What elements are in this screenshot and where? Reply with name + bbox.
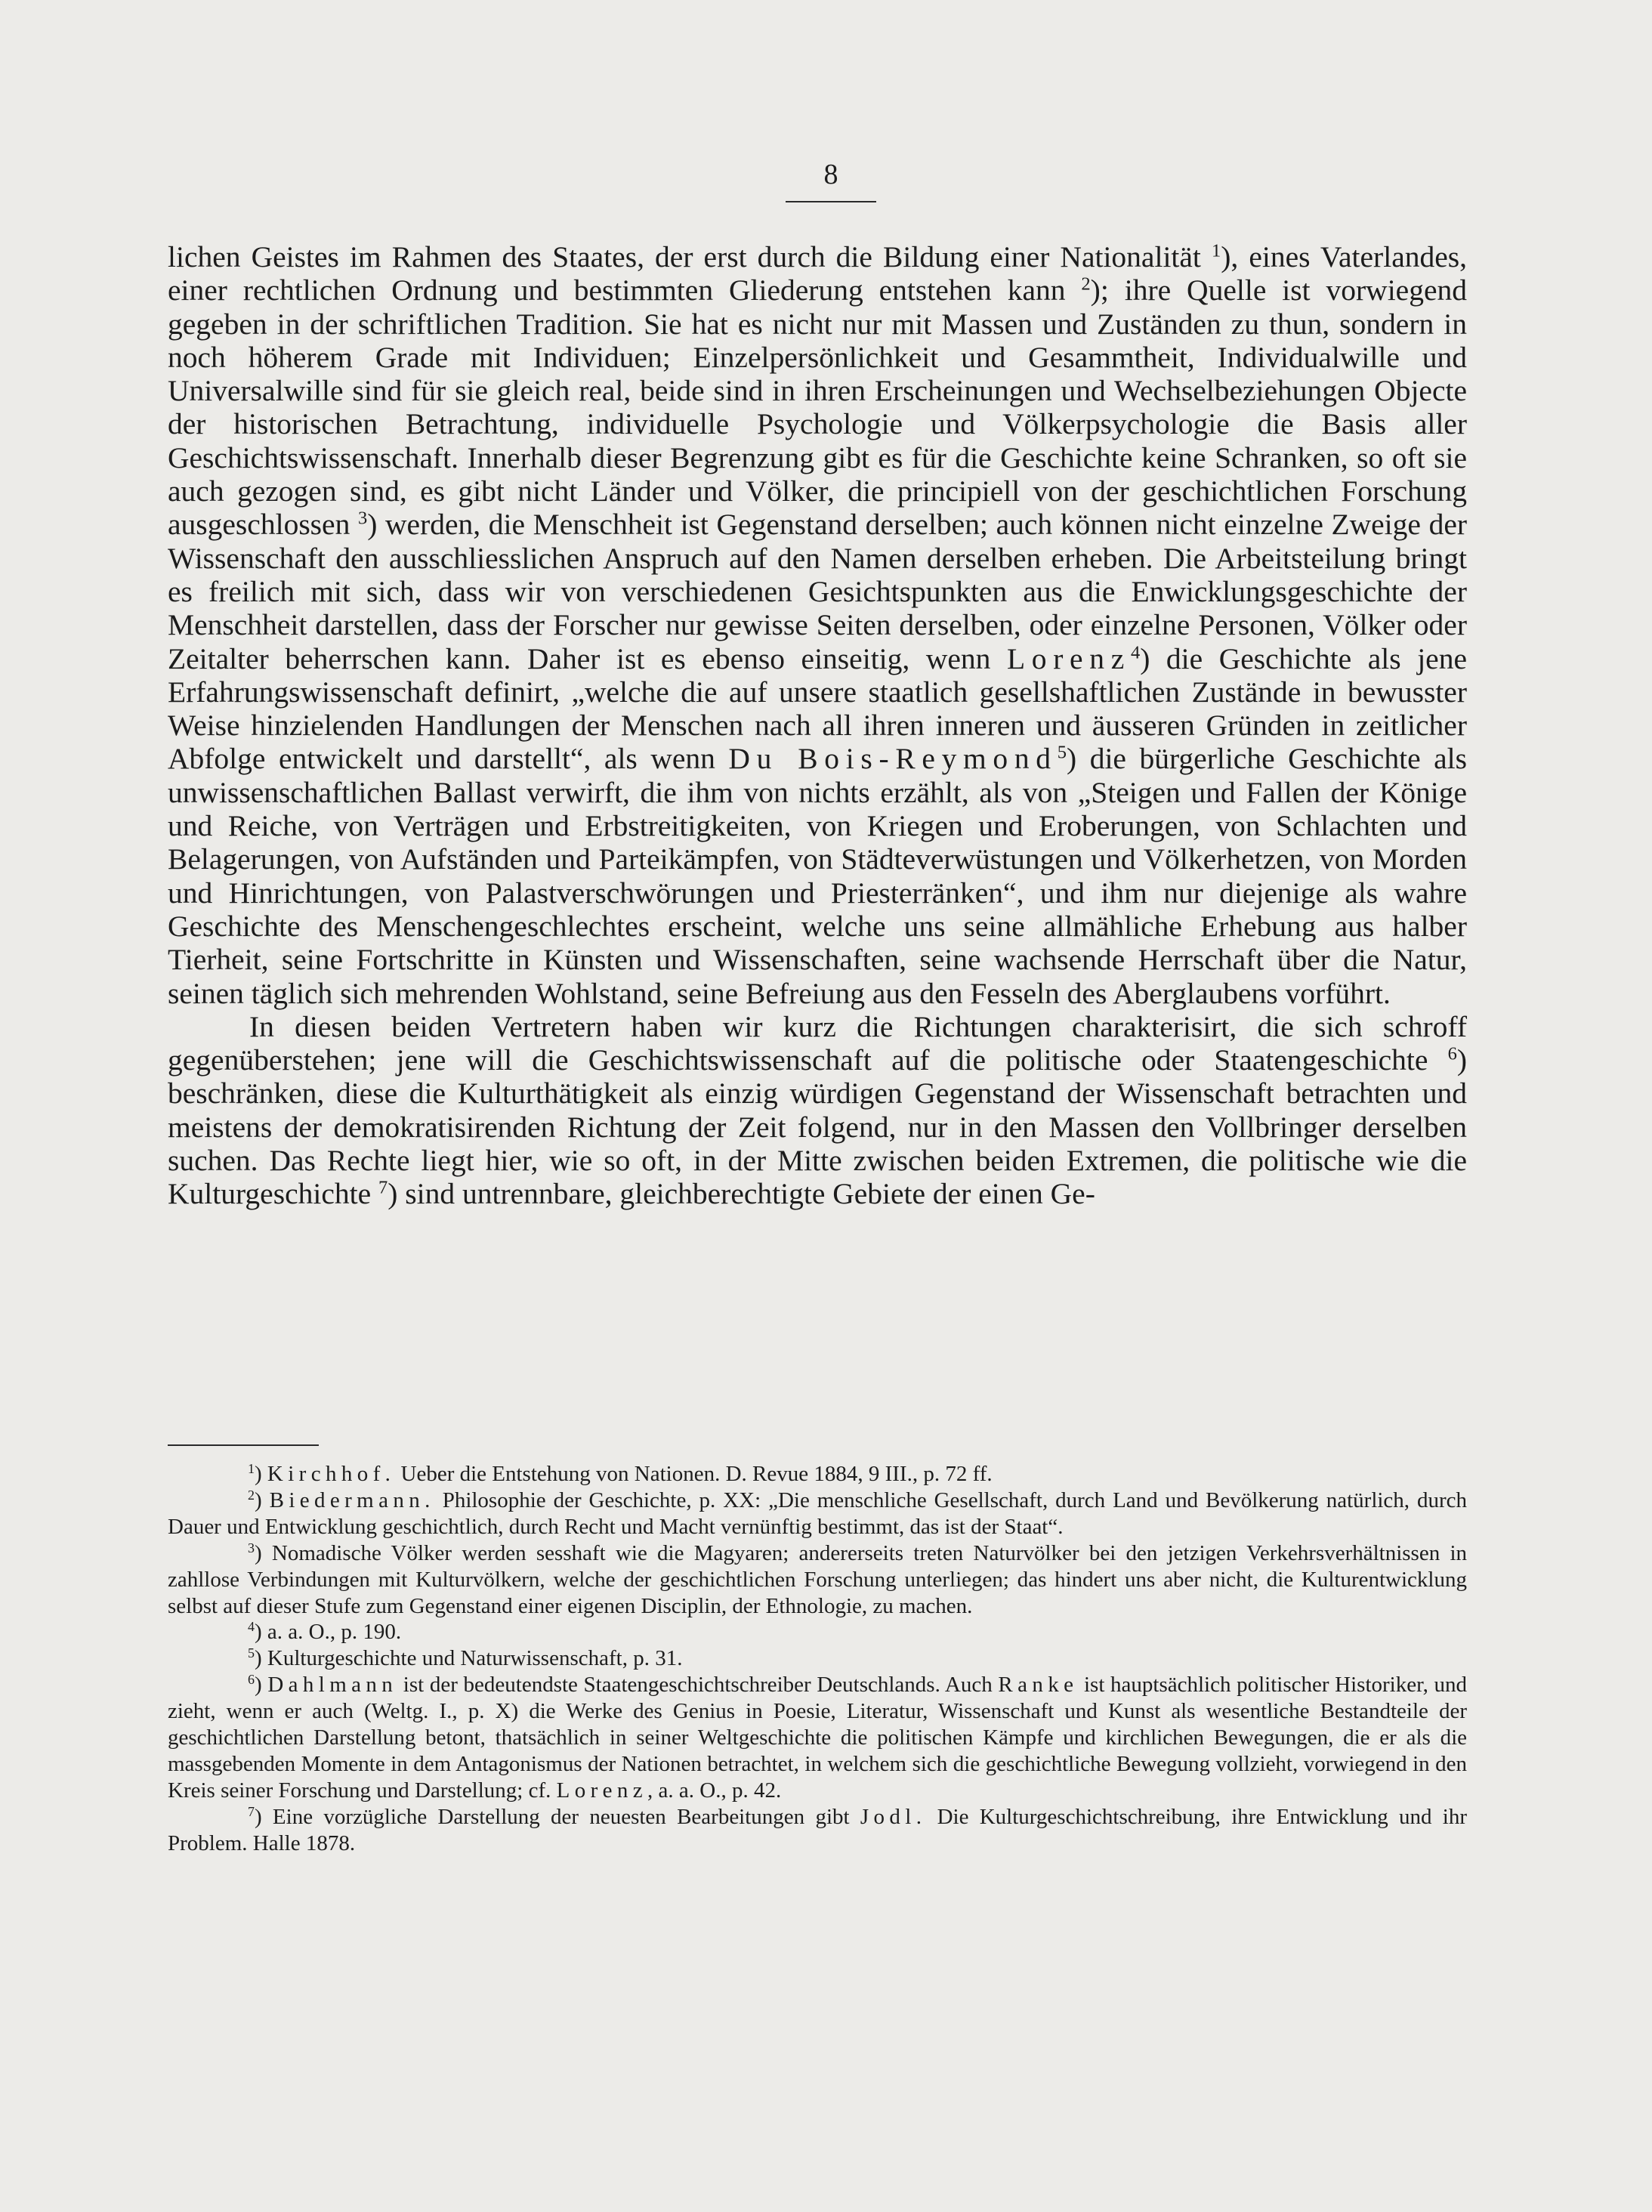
author-name: Biedermann. [269, 1488, 435, 1512]
footnote-7: $^7$) Eine vorzügliche Darstellung der neuesten Bearbeitungen gibt Jodl. Die Kulturgeschichtschreibung, ihre Entwicklung und ihr Problem. Halle 1878. [168, 1803, 1467, 1855]
footnote-ref: 7 [378, 1177, 388, 1198]
author-name: Du Bois-Reymond [728, 742, 1058, 776]
main-text [168, 240, 1467, 1211]
author-name: Kirchhof. [267, 1462, 396, 1486]
footnote-ref: 6 [1447, 1043, 1457, 1064]
footnote-3: $^3$) Nomadische Völker werden sesshaft wie die Magyaren; andererseits treten Naturvölker bei den jetzigen Verkehrsverhältnissen in zahllose Verbindungen mit Kulturvölkern, welche der geschichtlichen Forschung unterliegen; das hindert uns aber nicht, die Kulturentwicklung selbst auf dieser Stufe zum Gegenstand einer eigenen Disciplin, der Ethnologie, zu machen. [168, 1540, 1467, 1618]
footnote-ref: 2 [1081, 273, 1091, 295]
author-name: Dahlmann [267, 1673, 398, 1698]
author-name: Jodl. [860, 1804, 927, 1829]
paragraph-1: lichen Geistes im Rahmen des Staates, der erst durch die Bildung einer Nationalität $^1$), eines Vaterlandes, einer rechtlichen Ordnung und bestimmten Gliederung entstehen kann $^2$); ihre Quelle ist vorwiegend gegeben in der schriftlichen Tradition. Sie hat es nicht nur mit Massen und Zuständen zu thun, sondern in noch höherem Grade mit Individuen; Einzelpersönlichkeit und Gesammtheit, Individualwille und Universalwille sind für sie gleich real, beide sind in ihren Erscheinungen und Wechselbeziehungen Objecte der historischen Betrachtung, individuelle Psychologie und Völkerpsychologie die Basis aller Geschichtswissenschaft. Innerhalb dieser Begrenzung gibt es für die Geschichte keine Schranken, so oft sie auch gezogen sind, es gibt nicht Länder und Völker, die principiell von der geschichtlichen Forschung ausgeschlossen $^3$) werden, die Menschheit ist Gegenstand derselben; auch können nicht einzelne Zweige der Wissenschaft den ausschliesslichen Anspruch auf den Namen derselben erheben. Die Arbeitsteilung bringt es freilich mit sich, dass wir von verschiedenen Gesichtspunkten aus die Enwicklungsgeschichte der Menschheit darstellen, dass der Forscher nur gewisse Seiten derselben, oder einzelne Personen, Völker oder Zeitalter beherrschen kann. Daher ist es ebenso einseitig, wenn Lorenz$^4$) die Geschichte als jene Erfahrungswissenschaft definirt, „welche die auf unsere staatlich gesellshaftlichen Zustände in bewusster Weise hinzielenden Handlungen der Menschen nach all ihren inneren und äusseren Gründen in zeitlicher Abfolge entwickelt und darstellt“, als wenn Du Bois-Reymond$^5$) die bürgerliche Geschichte als unwissenschaftlichen Ballast verwirft, die ihm von nichts erzählt, als von „Steigen und Fallen der Könige und Reiche, von Verträgen und Erbstreitigkeiten, von Kriegen und Eroberungen, von Schlachten und Belagerungen, von Aufständen und Parteikämpfen, von Städteverwüstungen und Völkerhetzen, von Morden und Hinrichtungen, von Palastverschwörungen und Priesterränken“, und ihm nur diejenige als wahre Geschichte des Menschengeschlechtes erscheint, welche uns seine allmähliche Erhebung aus halber Tierheit, seine Fortschritte in Künsten und Wissenschaften, seine wachsende Herrschaft über die Natur, seinen täglich sich mehrenden Wohlstand, seine Befreiung aus den Fesseln des Aberglaubens vorführt. [168, 240, 1467, 1010]
footnote-1: $^1$) Kirchhof. Ueber die Entstehung von Nationen. D. Revue 1884, 9 III., p. 72 ff. [248, 1461, 993, 1486]
footnote-2: $^2$) Biedermann. Philosophie der Geschichte, p. XX: „Die menschliche Gesellschaft, durch Land und Bevölkerung natürlich, durch Dauer und Entwicklung geschichtlich, durch Recht und Macht vernünftig bestimmt, das ist der Staat“. [168, 1488, 1468, 1539]
author-name: Lorenz [1006, 641, 1131, 675]
footnote-ref: 4 [1130, 642, 1141, 663]
paragraph-2: In diesen beiden Vertretern haben wir kurz die Richtungen charakterisirt, die sich schroff gegenüberstehen; jene will die Geschichtswissenschaft auf die politische oder Staatengeschichte $^6$) beschränken, diese die Kulturthätigkeit als einzig würdigen Gegenstand der Wissenschaft betrachten und meistens der demokratisirenden Richtung der Zeit folgend, nur in den Massen den Vollbringer derselben suchen. Das Rechte liegt hier, wie so oft, in der Mitte zwischen beiden Extremen, die politische wie die Kulturgeschichte $^7$) sind untrennbare, gleichberechtigte Gebiete der einen Ge- [168, 1009, 1467, 1211]
footnote-4: $^4$) a. a. O., p. 190. [248, 1619, 402, 1645]
author-name: Lorenz [556, 1778, 648, 1803]
footnote-ref: 5 [1057, 742, 1067, 763]
footnote-separator [168, 1444, 319, 1446]
author-name: Ranke [998, 1673, 1079, 1698]
footnote-ref: 1 [1211, 240, 1221, 261]
footnote-5: $^5$) Kulturgeschichte und Naturwissenschaft, p. 31. [248, 1645, 683, 1671]
page-number-rule [786, 201, 876, 202]
footnote-6: $^6$) Dahlmann ist der bedeutendste Staatengeschichtschreiber Deutschlands. Auch Ranke ist hauptsächlich politischer Historiker, und zieht, wenn er auch (Weltg. I., p. X) die Werke des Genius in Poesie, Literatur, Wissenschaft und Kunst als wesentliche Bestandteile der geschichtlichen Darstellung betont, thatsächlich in seiner Weltgeschichte die politischen Kämpfe und kirchlichen Bewegungen, die er als die massgebenden Momente in dem Antagonismus der Nationen betrachtet, in welchem sich die geschichtliche Bewegung vollzieht, vorwiegend in den Kreis seiner Forschung und Darstellung; cf. Lorenz, a. a. O., p. 42. [168, 1672, 1468, 1803]
footnote-ref: 3 [357, 508, 368, 529]
footnotes [168, 1461, 1467, 1857]
page-number: 8 [823, 159, 838, 190]
